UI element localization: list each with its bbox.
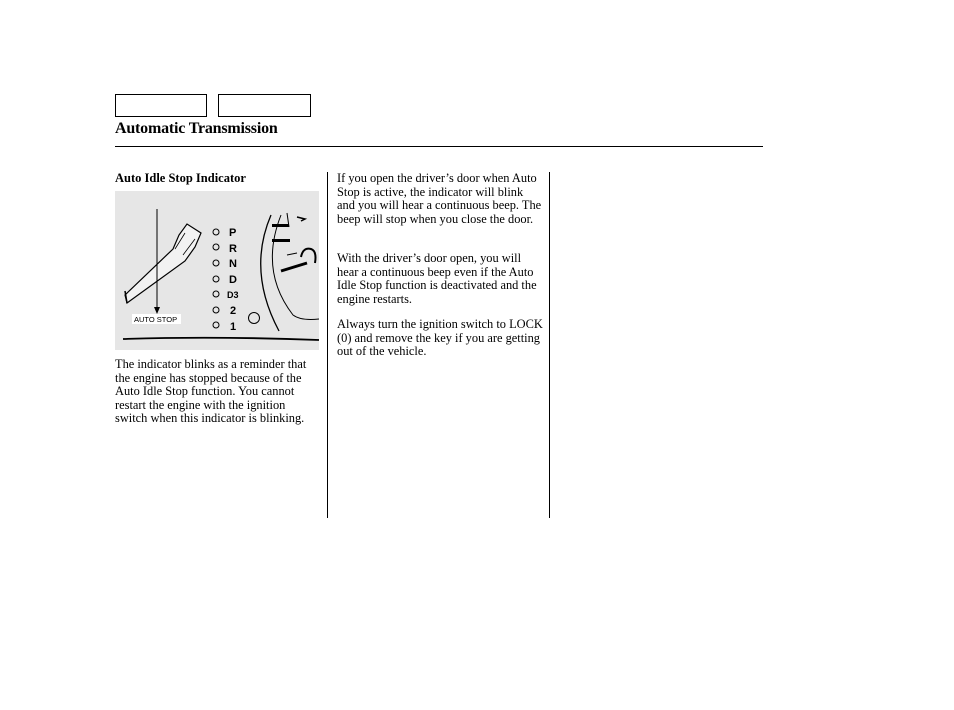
shift-lever [125,224,201,303]
gauge-tick-major [272,224,289,227]
subheading-auto-idle-stop: Auto Idle Stop Indicator [115,171,246,185]
auto-stop-indicator-lamp [249,313,260,324]
gear-label-p: P [229,227,237,239]
page-title: Automatic Transmission [115,120,278,137]
panel-edge-line [123,338,319,340]
indicator-light-d3 [213,291,219,297]
nav-tab-previous[interactable] [115,94,207,117]
nav-tab-next[interactable] [218,94,311,117]
gauge-needle [281,263,307,271]
auto-stop-indicator-figure [115,191,319,350]
gauge-numeral-fragment [297,217,305,221]
indicator-light-2 [213,307,219,313]
gauge-numeral-fragment [301,249,316,263]
gear-label-1: 1 [230,321,237,333]
indicator-light-1 [213,322,219,328]
gauge-tick [287,253,297,255]
gauge-outer-arc [261,215,279,331]
title-divider [115,146,763,147]
indicator-light-p [213,229,219,235]
gear-label-r: R [229,243,237,255]
callout-arrowhead [154,307,160,314]
gauge-tick-major [272,239,290,242]
instrument-cluster-illustration [115,191,319,350]
column-divider-left [327,172,328,518]
gear-label-d3: D3 [227,290,239,300]
continuous-beep-paragraph: With the driver’s door open, you will hear a continuous beep even if the Auto Idle Stop function is deactivated and the engine restarts. [337,251,537,306]
indicator-light-d [213,276,219,282]
ignition-lock-paragraph: Always turn the ignition switch to LOCK (0) and remove the key if you are getting out of the vehicle. [337,317,543,358]
door-open-paragraph: If you open the driver’s door when Auto Stop is active, the indicator will blink and you will hear a continuous beep. The beep will stop when you close the door. [337,171,542,226]
column-divider-right [549,172,550,518]
gear-label-2: 2 [230,305,237,317]
gear-label-d: D [229,274,237,286]
gear-label-n: N [229,258,237,270]
callout-label: AUTO STOP [134,315,178,324]
indicator-description: The indicator blinks as a reminder that the engine has stopped because of the Auto Idle Stop function. You cannot restart the engine with the ignition switch when this indicator is blinking. [115,357,307,425]
indicator-light-n [213,260,219,266]
indicator-light-r [213,244,219,250]
